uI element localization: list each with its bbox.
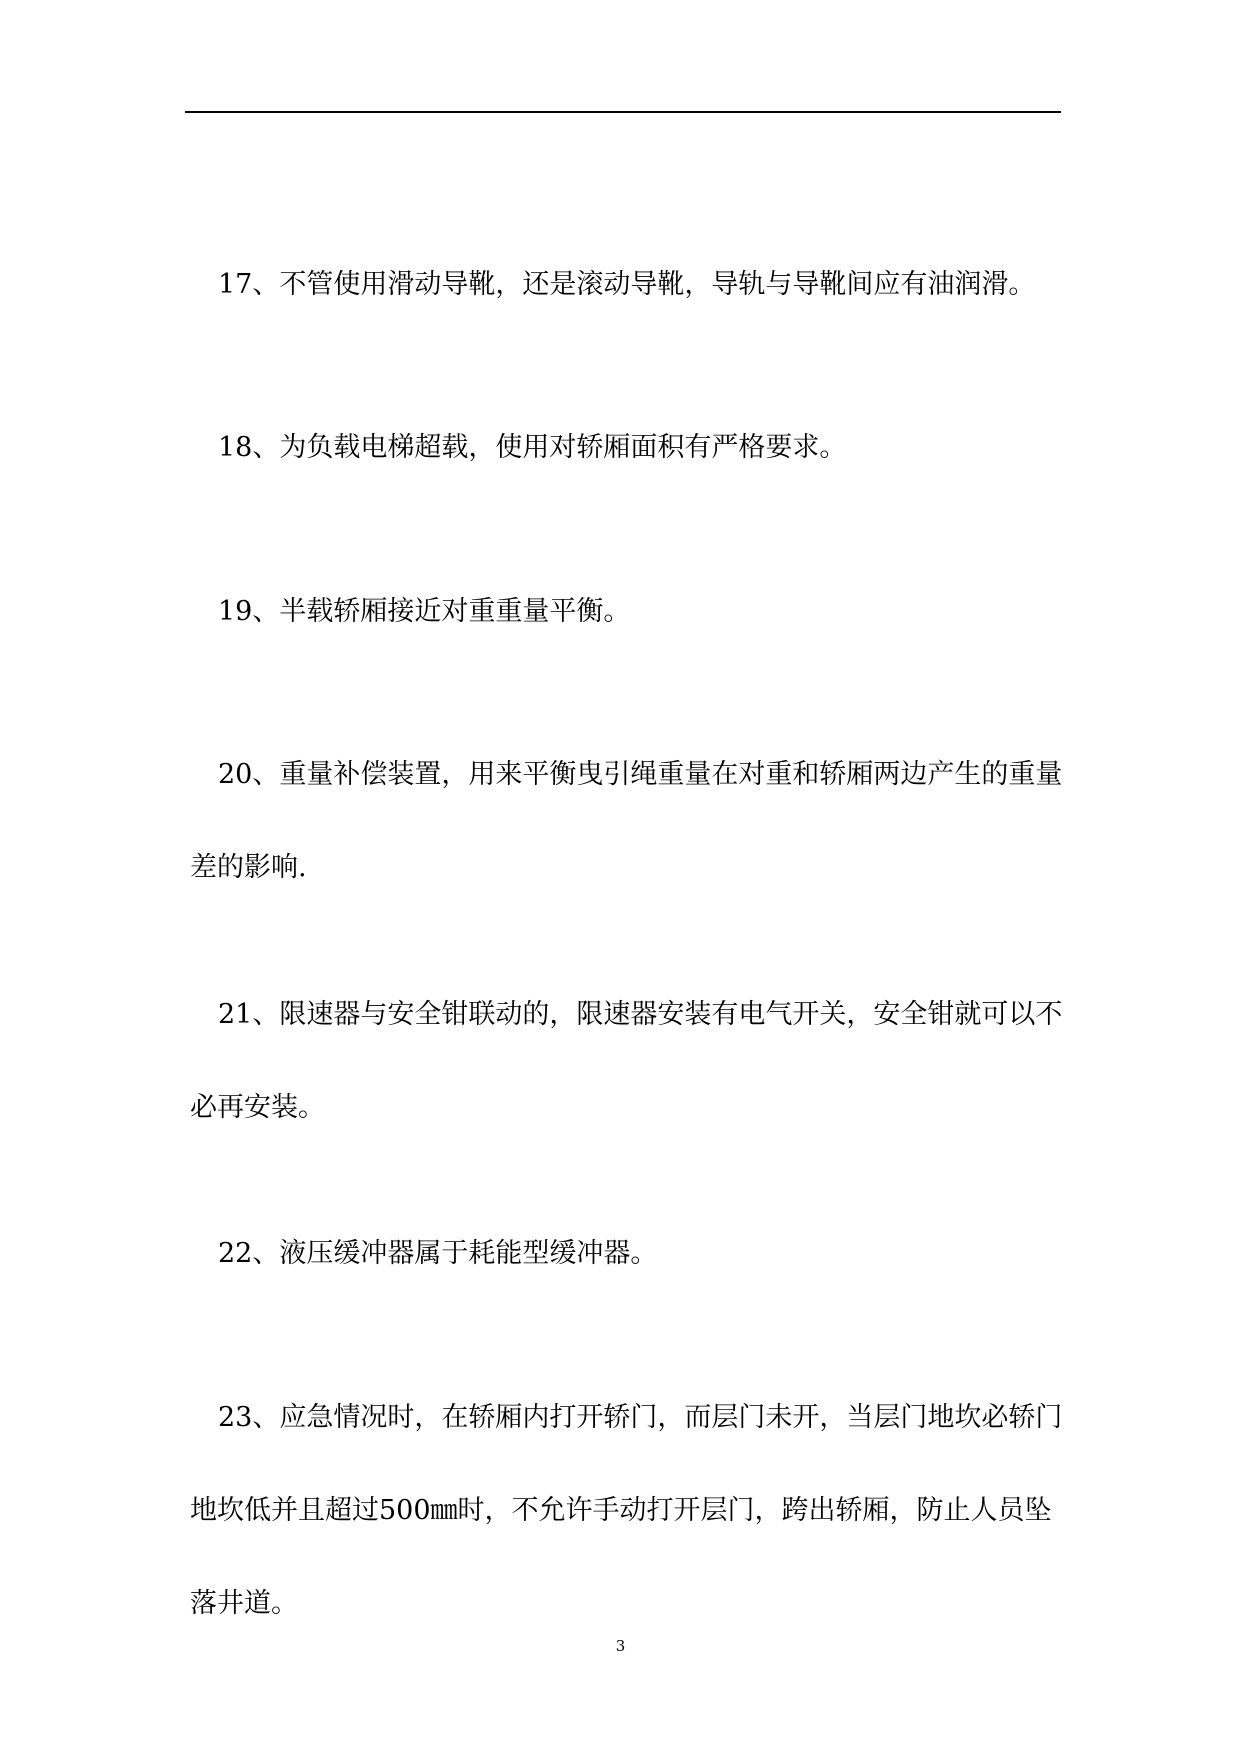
paragraph-17: 17、不管使用滑动导靴，还是滚动导靴，导轨与导靴间应有油润滑。 [218, 269, 1036, 300]
paragraph-21: 21、限速器与安全钳联动的，限速器安装有电气开关，安全钳就可以不必再安装。 [190, 999, 1063, 1123]
paragraph-22: 22、液压缓冲器属于耗能型缓冲器。 [218, 1238, 658, 1269]
header-rule [185, 111, 1061, 113]
paragraph-23: 23、应急情况时，在轿厢内打开轿门，而层门未开，当层门地坎必轿门地坎低并且超过500㎜时，不允许手动打开层门，跨出轿厢，防止人员坠落井道。 [190, 1402, 1063, 1619]
page-number: 3 [615, 1637, 626, 1655]
paragraph-18: 18、为负载电梯超载，使用对轿厢面积有严格要求。 [218, 432, 847, 463]
paragraph-20: 20、重量补偿装置，用来平衡曳引绳重量在对重和轿厢两边产生的重量差的影响. [190, 759, 1063, 883]
paragraph-19: 19、半载轿厢接近对重重量平衡。 [218, 596, 631, 627]
